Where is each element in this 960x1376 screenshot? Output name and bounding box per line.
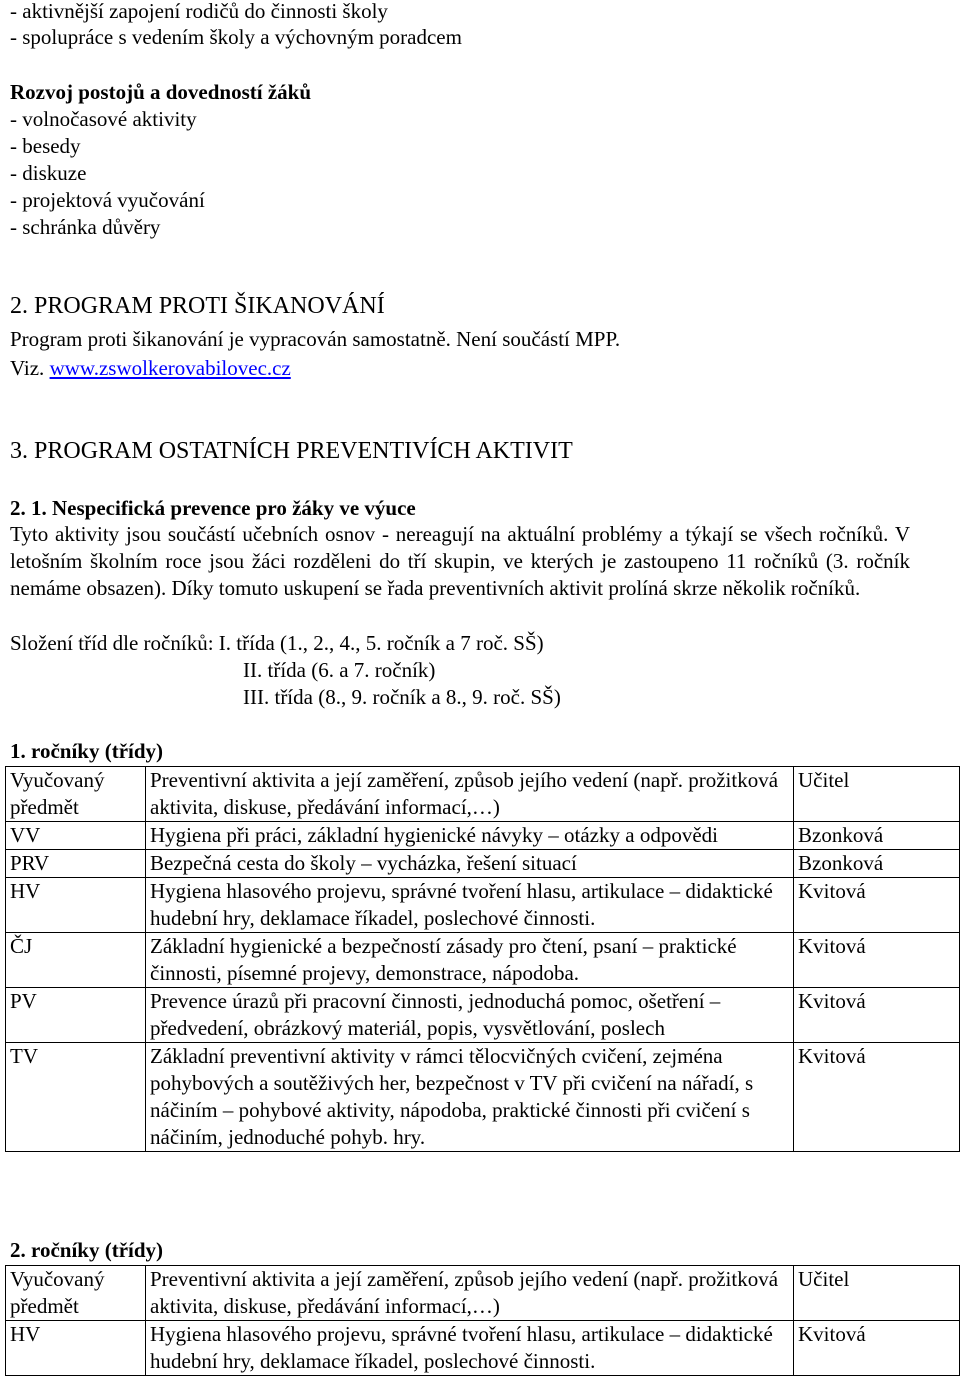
section3-heading: 3. PROGRAM OSTATNÍCH PREVENTIVÍCH AKTIVIT xyxy=(10,438,573,464)
cell-teacher: Kvitová xyxy=(794,1043,960,1152)
header-subject: Vyučovaný předmět xyxy=(6,1266,146,1321)
cell-subject: TV xyxy=(6,1043,146,1152)
prevention-table-1 xyxy=(5,766,960,1152)
composition-label: Složení tříd dle ročníků: xyxy=(10,631,214,655)
header-teacher: Učitel xyxy=(794,767,960,822)
rozvoj-item: - diskuze xyxy=(10,161,87,185)
section2-heading: 2. PROGRAM PROTI ŠIKANOVÁNÍ xyxy=(10,293,385,319)
table-row xyxy=(6,850,960,878)
intro-item: - spolupráce s vedením školy a výchovným poradcem xyxy=(10,25,462,49)
cell-activity: Základní hygienické a bezpečností zásady pro čtení, psaní – praktické činnosti, písemné projevy, demonstrace, nápodoba. xyxy=(146,933,794,988)
table-header-row xyxy=(6,767,960,822)
table-row xyxy=(6,1321,960,1376)
table-header-row xyxy=(6,1266,960,1321)
rozvoj-item: - besedy xyxy=(10,134,81,158)
table-row xyxy=(6,822,960,850)
class-group: III. třída (8., 9. ročník a 8., 9. roč. SŠ) xyxy=(243,685,561,709)
rozvoj-item: - volnočasové aktivity xyxy=(10,107,197,131)
header-activity: Preventivní aktivita a její zaměření, způsob jejího vedení (např. prožitková aktivita, diskuse, předávání informací,…) xyxy=(146,1266,794,1321)
composition-line xyxy=(10,630,544,657)
section2-text: Program proti šikanování je vypracován samostatně. Není součástí MPP. xyxy=(10,327,621,351)
cell-subject: PRV xyxy=(6,850,146,878)
cell-activity: Základní preventivní aktivity v rámci tělocvičných cvičení, zejména pohybových a soutěživých her, bezpečnost v TV při cvičení na nářadí, s náčiním – pohybové aktivity, nápodoba, praktické činnosti při cvičení s náčiním, jednoduché pohyb. hry. xyxy=(146,1043,794,1152)
table-row xyxy=(6,1043,960,1152)
cell-subject: ČJ xyxy=(6,933,146,988)
class-group: I. třída (1., 2., 4., 5. ročník a 7 roč. SŠ) xyxy=(218,631,544,655)
section2-viz-line xyxy=(10,355,291,382)
cell-teacher: Kvitová xyxy=(794,933,960,988)
class-group: II. třída (6. a 7. ročník) xyxy=(243,658,436,682)
prevention-table-2 xyxy=(5,1265,960,1376)
table-row xyxy=(6,878,960,933)
cell-activity: Hygiena hlasového projevu, správné tvoření hlasu, artikulace – didaktické hudební hry, deklamace říkadel, poslechové činnosti. xyxy=(146,878,794,933)
cell-activity: Hygiena hlasového projevu, správné tvoření hlasu, artikulace – didaktické hudební hry, deklamace říkadel, poslechové činnosti. xyxy=(146,1321,794,1376)
rozvoj-item: - schránka důvěry xyxy=(10,215,161,239)
table-row xyxy=(6,988,960,1043)
section3-subheading: 2. 1. Nespecifická prevence pro žáky ve výuce xyxy=(10,496,416,520)
cell-subject: HV xyxy=(6,878,146,933)
intro-item: - aktivnější zapojení rodičů do činnosti školy xyxy=(10,0,388,23)
cell-subject: HV xyxy=(6,1321,146,1376)
cell-activity: Prevence úrazů při pracovní činnosti, jednoduchá pomoc, ošetření – předvedení, obrázkový materiál, popis, vysvětlování, poslech xyxy=(146,988,794,1043)
cell-teacher: Kvitová xyxy=(794,988,960,1043)
table-row xyxy=(6,933,960,988)
viz-prefix: Viz. xyxy=(10,356,45,380)
header-subject: Vyučovaný předmět xyxy=(6,767,146,822)
table1-title: 1. ročníky (třídy) xyxy=(10,739,164,763)
cell-activity: Hygiena při práci, základní hygienické návyky – otázky a odpovědi xyxy=(146,822,794,850)
rozvoj-item: - projektová vyučování xyxy=(10,188,205,212)
rozvoj-title: Rozvoj postojů a dovedností žáků xyxy=(10,80,312,104)
cell-subject: PV xyxy=(6,988,146,1043)
cell-teacher: Bzonková xyxy=(794,822,960,850)
table2-title: 2. ročníky (třídy) xyxy=(10,1238,164,1262)
header-teacher: Učitel xyxy=(794,1266,960,1321)
cell-teacher: Kvitová xyxy=(794,1321,960,1376)
section3-paragraph: Tyto aktivity jsou součástí učebních osnov - nereagují na aktuální problémy a týkají se všech ročníků. V letošním školním roce jsou žáci rozděleni do tří skupin, ve kterých je zastoupeno 11 ročníků (3. ročník nemáme obsazen). Díky tomuto uskupení se řada preventivních aktivit prolíná skrze několik ročníků. xyxy=(10,522,910,600)
school-website-link[interactable]: www.zswolkerovabilovec.cz xyxy=(49,356,291,380)
cell-activity: Bezpečná cesta do školy – vycházka, řešení situací xyxy=(146,850,794,878)
cell-subject: VV xyxy=(6,822,146,850)
cell-teacher: Bzonková xyxy=(794,850,960,878)
cell-teacher: Kvitová xyxy=(794,878,960,933)
header-activity: Preventivní aktivita a její zaměření, způsob jejího vedení (např. prožitková aktivita, diskuse, předávání informací,…) xyxy=(146,767,794,822)
